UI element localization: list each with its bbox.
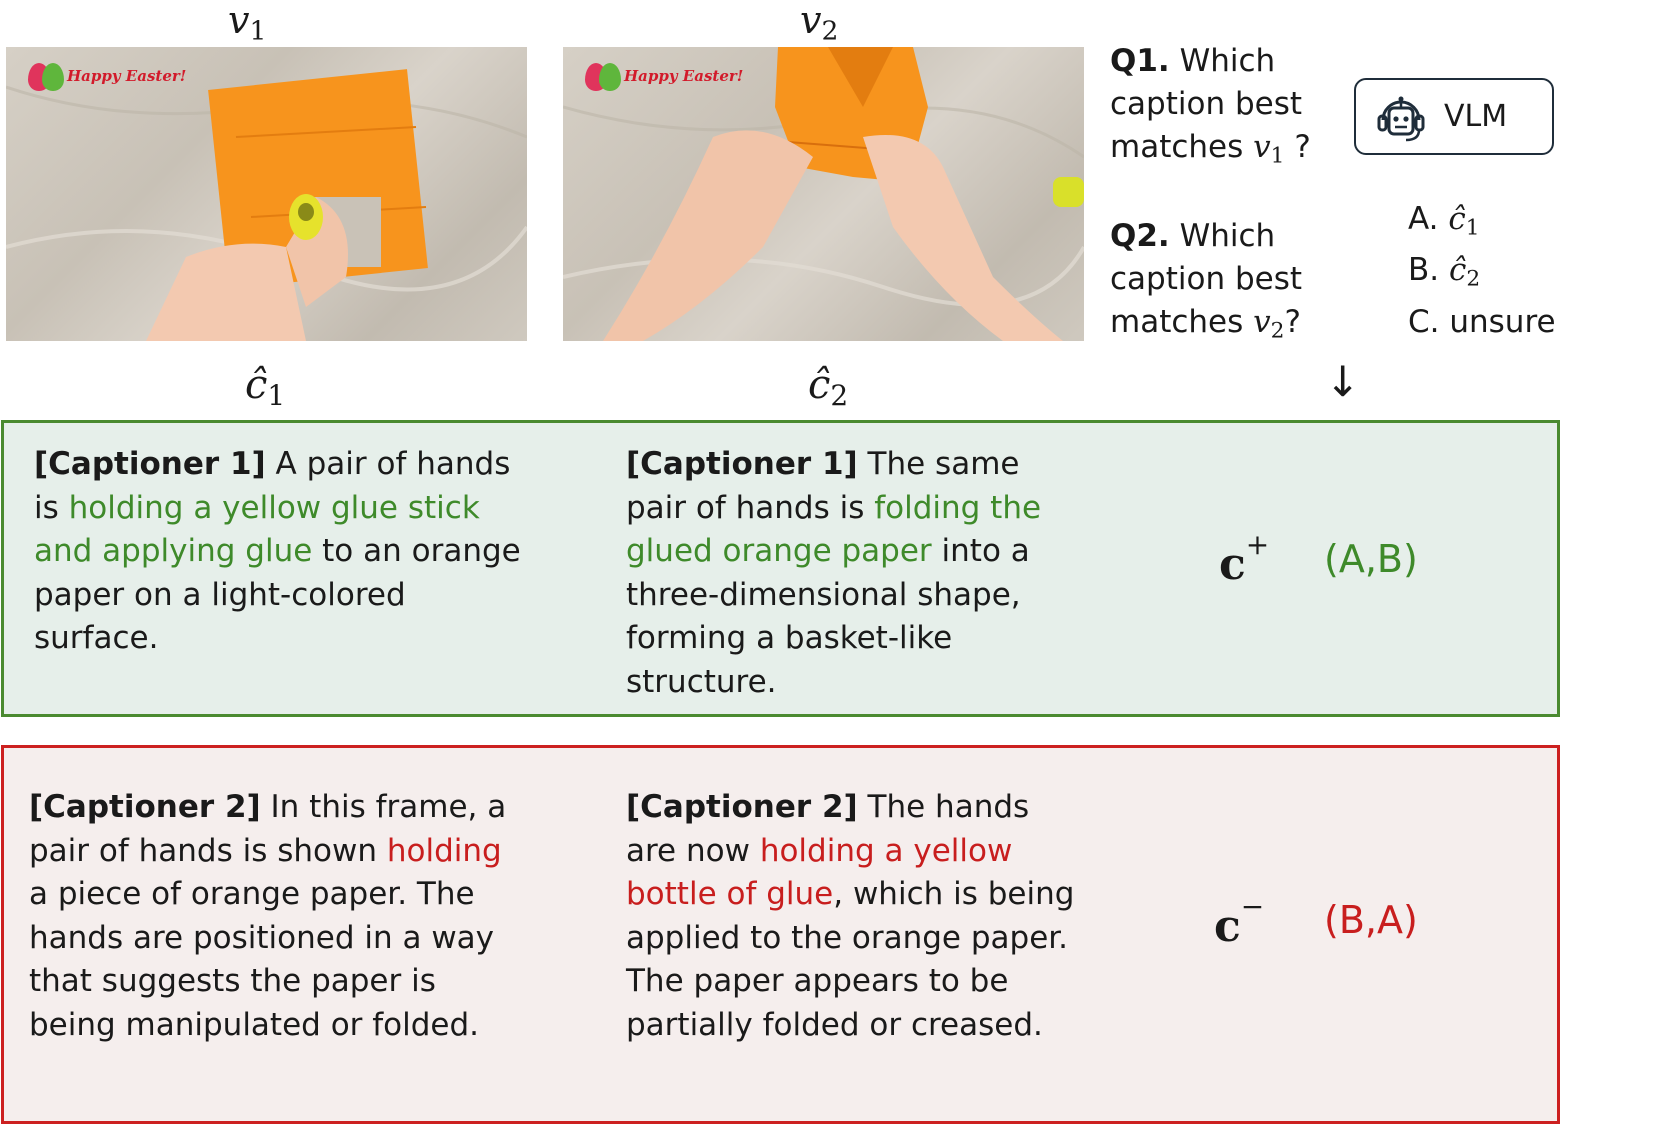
red-caption-1: [Captioner 2] In this frame, a pair of hands is shown holding a piece of orange paper. The hands are positioned in a way that suggests the paper is being manipulated or folded. [29, 789, 507, 1043]
down-arrow-icon: ↓ [1325, 357, 1361, 406]
video-frame-1 [6, 47, 527, 341]
video-frame-2 [563, 47, 1084, 341]
green-caption-2: [Captioner 1] The same pair of hands is folding the glued orange paper into a three-dimensional shape, forming a basket-like structure. [626, 446, 1042, 700]
caption-2-label: $ĉ_2$ [808, 362, 849, 412]
option-c: C. unsure [1408, 303, 1556, 340]
video-1-label: $v_1$ [228, 0, 267, 47]
green-caption-1: [Captioner 1] A pair of hands is holding a yellow glue stick and applying glue to an orange paper on a light-colored surface. [34, 446, 521, 657]
option-b: B. $ĉ_2$ [1408, 252, 1481, 292]
option-a: A. $ĉ_1$ [1408, 201, 1480, 241]
c-plus-symbol: c+ [1219, 528, 1270, 591]
order-pair-negative: (B,A) [1324, 898, 1418, 942]
easter-overlay: Happy Easter! [585, 63, 743, 91]
red-caption-2: [Captioner 2] The hands are now holding a yellow bottle of glue, which is being applied to the orange paper. The paper appears to be partially folded or creased. [626, 789, 1075, 1043]
order-pair-positive: (A,B) [1324, 537, 1418, 581]
easter-overlay: Happy Easter! [28, 63, 186, 91]
video-2-label: $v_2$ [800, 0, 839, 47]
question-2: Q2. Which caption best matches $v_2$? [1110, 218, 1303, 344]
negative-captions-panel [1, 745, 1560, 1124]
caption-1-label: $ĉ_1$ [245, 362, 286, 412]
c-minus-symbol: c− [1214, 890, 1265, 953]
vlm-label: VLM [1444, 99, 1508, 134]
positive-captions-panel [1, 420, 1560, 717]
question-1: Q1. Which caption best matches $v_1$ ? [1110, 43, 1311, 169]
robot-headset-icon [1374, 90, 1428, 144]
vlm-box [1354, 78, 1554, 155]
answer-options [1408, 198, 1556, 344]
